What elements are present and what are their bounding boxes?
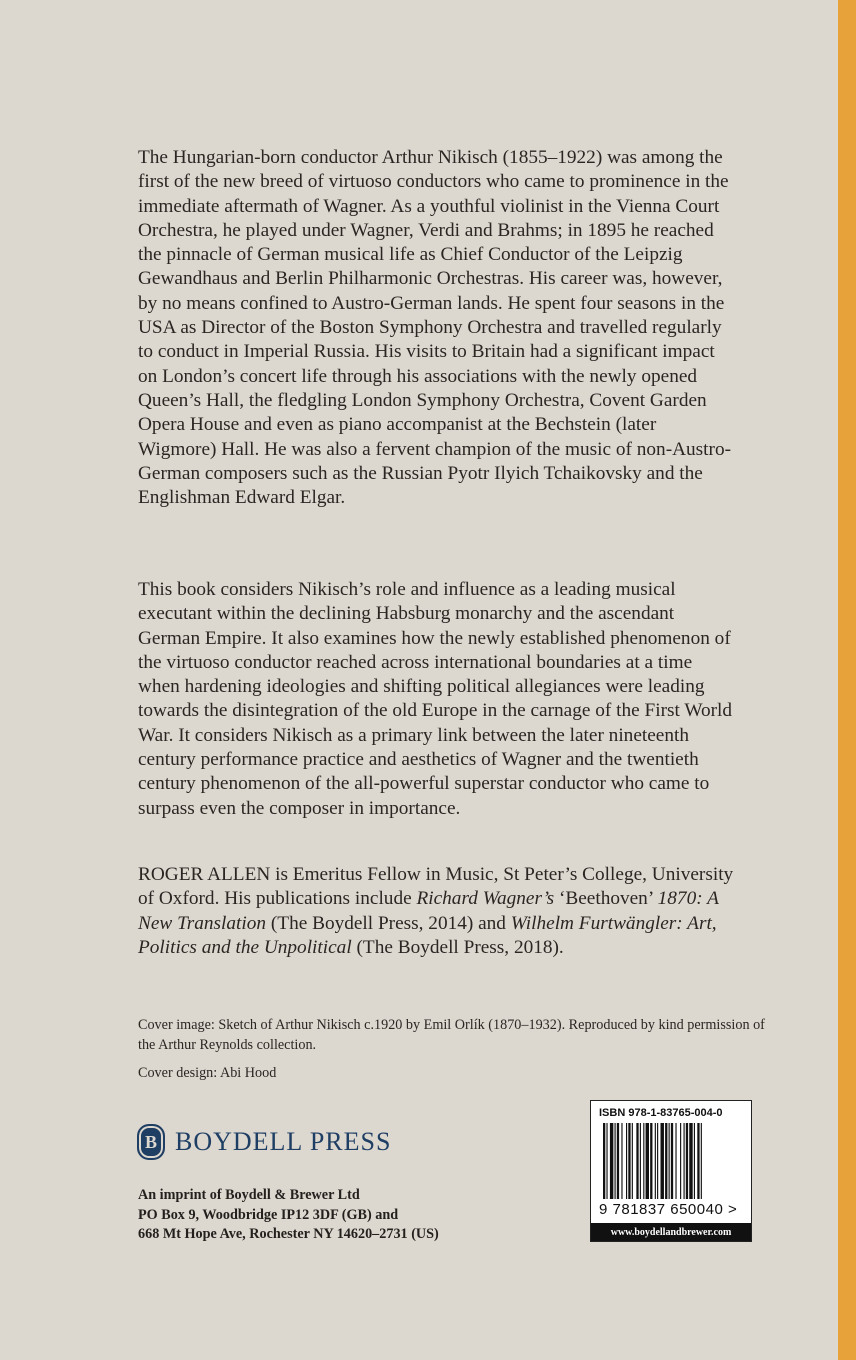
book-title-furtwangler: Wilhelm Furtwängler: Art, Politics and the Unpolitical — [138, 912, 717, 958]
cover-design-credit: Cover design: Abi Hood — [138, 1065, 277, 1081]
imprint-line: An imprint of Boydell & Brewer Ltd — [138, 1187, 360, 1203]
publisher-website: www.boydellandbrewer.com — [591, 1223, 751, 1241]
book-title-wagner: Richard Wagner’s — [416, 888, 555, 910]
cover-image-credit: Cover image: Sketch of Arthur Nikisch c.1920 by Emil Orlík (1870–1932). Reproduced by kind permission of the Arthur Reynolds collection. — [138, 1017, 765, 1053]
author-bio-text: (The Boydell Press, 2018). — [351, 936, 564, 958]
publisher-logo-icon: B — [137, 1124, 165, 1160]
author-bio-text: ROGER ALLEN is Emeritus Fellow in Music, St Peter’s College, University of Oxford. His publications include — [138, 864, 734, 910]
author-bio-text: (The Boydell Press, 2014) and — [266, 912, 511, 934]
barcode-icon — [601, 1123, 741, 1201]
author-bio — [138, 863, 738, 960]
isbn-barcode-box — [590, 1100, 752, 1242]
spine-stripe — [838, 0, 856, 1360]
description-paragraph-2: This book considers Nikisch’s role and influence as a leading musical executant within the declining Habsburg monarchy and the ascendant German Empire. It also examines how the newly established phenomenon of the virtuoso conductor reached across international boundaries at a time when hardening ideologies and shifting political allegiances were leading towards the disintegration of the old Europe in the carnage of the First World War. It considers Nikisch as a primary link between the later nineteenth century performance practice and aesthetics of Wagner and the twentieth century phenomenon of the all-powerful superstar conductor who came to surpass even the composer in importance. — [138, 579, 733, 819]
barcode-arrow: > — [727, 1201, 738, 1218]
book-title-translation: 1870: A New Translation — [138, 888, 719, 934]
imprint-line: 668 Mt Hope Ave, Rochester NY 14620–2731 (US) — [138, 1226, 439, 1242]
publisher-logo — [137, 1122, 391, 1162]
description-paragraph-1: The Hungarian-born conductor Arthur Nikisch (1855–1922) was among the first of the new breed of virtuoso conductors who came to prominence in the immediate aftermath of Wagner. As a youthful violinist in the Vienna Court Orchestra, he played under Wagner, Verdi and Brahms; in 1895 he reached the pinnacle of German musical life as Chief Conductor of the Leipzig Gewandhaus and Berlin Philharmonic Orchestras. His career was, however, by no means confined to Austro-German lands. He spent four seasons in the USA as Director of the Boston Symphony Orchestra and travelled regularly to conduct in Imperial Russia. His visits to Britain had a significant impact on London’s concert life through his associations with the newly opened Queen’s Hall, the fledgling London Symphony Orchestra, Covent Garden Opera House and even as piano accompanist at the Bechstein (later Wigmore) Hall. He was also a fervent champion of the music of non-Austro-German composers such as the Russian Pyotr Ilyich Tchaikovsky and the Englishman Edward Elgar. — [138, 147, 732, 509]
publisher-imprint — [138, 1186, 439, 1245]
isbn-label: ISBN 978-1-83765-004-0 — [599, 1107, 723, 1119]
imprint-line: PO Box 9, Woodbridge IP12 3DF (GB) and — [138, 1206, 399, 1223]
author-bio-text: ‘Beethoven’ — [554, 888, 658, 910]
barcode-digits: 9 781837 650040 > — [599, 1201, 738, 1218]
publisher-name: BOYDELL PRESS — [175, 1127, 392, 1156]
